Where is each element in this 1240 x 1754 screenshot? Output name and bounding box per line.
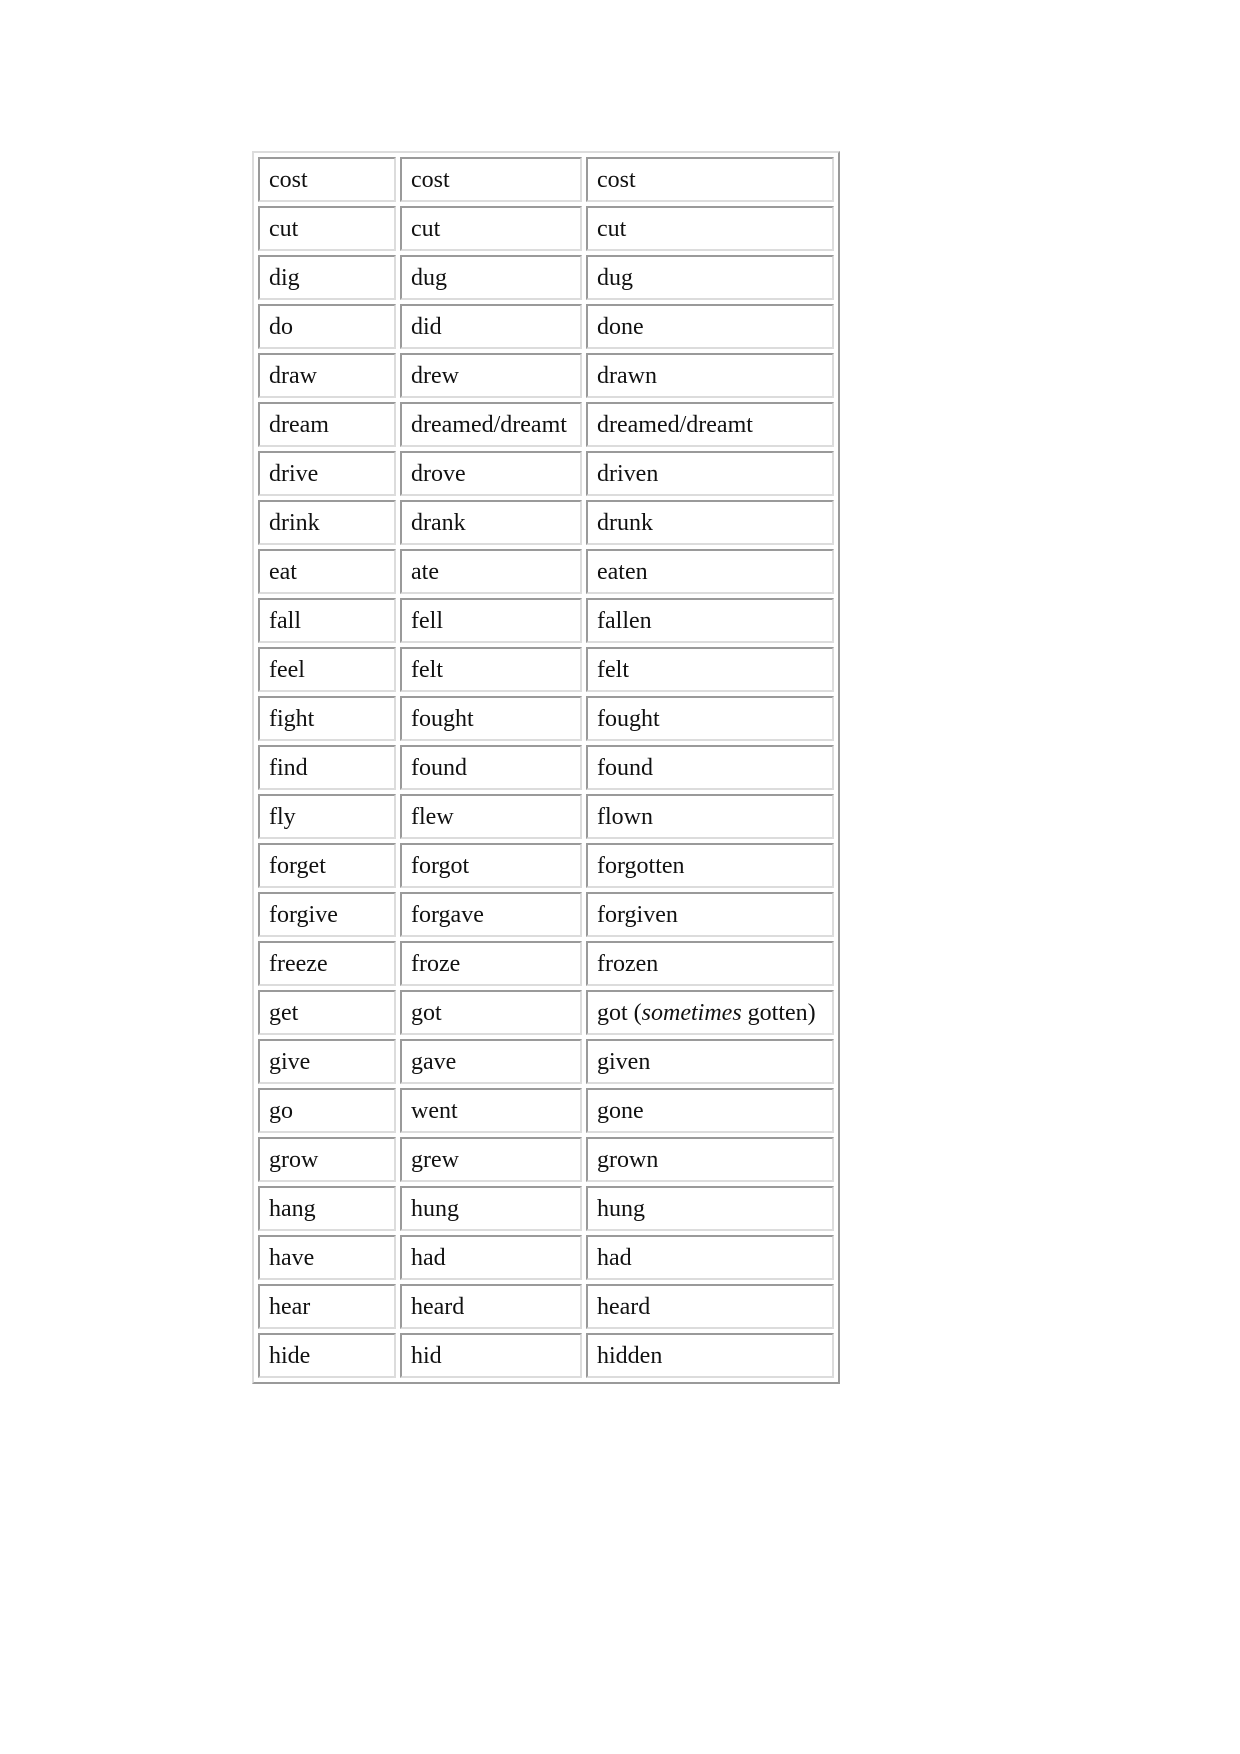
table-row: [258, 1039, 834, 1084]
past-simple-cell: drove: [400, 451, 582, 496]
past-participle-cell: frozen: [586, 941, 834, 986]
base-form-cell: eat: [258, 549, 396, 594]
past-simple-cell: cost: [400, 157, 582, 202]
past-simple-cell: dreamed/dreamt: [400, 402, 582, 447]
base-form-cell: hear: [258, 1284, 396, 1329]
table-row: [258, 941, 834, 986]
table-row: [258, 255, 834, 300]
past-participle-cell: forgiven: [586, 892, 834, 937]
table-row: [258, 696, 834, 741]
table-row: [258, 451, 834, 496]
base-form-cell: forget: [258, 843, 396, 888]
base-form-cell: hide: [258, 1333, 396, 1378]
past-simple-cell: got: [400, 990, 582, 1035]
base-form-cell: cost: [258, 157, 396, 202]
participle-italic-note: sometimes: [641, 999, 742, 1026]
base-form-cell: have: [258, 1235, 396, 1280]
base-form-cell: go: [258, 1088, 396, 1133]
past-simple-cell: gave: [400, 1039, 582, 1084]
base-form-cell: find: [258, 745, 396, 790]
past-participle-cell: done: [586, 304, 834, 349]
table-row: [258, 990, 834, 1035]
past-participle-cell: eaten: [586, 549, 834, 594]
past-simple-cell: felt: [400, 647, 582, 692]
base-form-cell: give: [258, 1039, 396, 1084]
participle-text-end: gotten): [741, 999, 816, 1026]
table-row: [258, 157, 834, 202]
base-form-cell: fight: [258, 696, 396, 741]
past-participle-cell: forgotten: [586, 843, 834, 888]
base-form-cell: dream: [258, 402, 396, 447]
base-form-cell: grow: [258, 1137, 396, 1182]
table-row: [258, 598, 834, 643]
past-simple-cell: fell: [400, 598, 582, 643]
past-participle-cell: hung: [586, 1186, 834, 1231]
past-simple-cell: drank: [400, 500, 582, 545]
base-form-cell: drive: [258, 451, 396, 496]
base-form-cell: get: [258, 990, 396, 1035]
past-participle-cell: [586, 990, 834, 1035]
past-simple-cell: drew: [400, 353, 582, 398]
base-form-cell: hang: [258, 1186, 396, 1231]
table-row: [258, 794, 834, 839]
base-form-cell: forgive: [258, 892, 396, 937]
base-form-cell: dig: [258, 255, 396, 300]
past-participle-cell: fought: [586, 696, 834, 741]
table-row: [258, 1333, 834, 1378]
past-simple-cell: froze: [400, 941, 582, 986]
past-simple-cell: forgave: [400, 892, 582, 937]
past-simple-cell: dug: [400, 255, 582, 300]
table-row: [258, 353, 834, 398]
past-participle-cell: cost: [586, 157, 834, 202]
table-row: [258, 843, 834, 888]
past-participle-cell: dug: [586, 255, 834, 300]
past-participle-cell: hidden: [586, 1333, 834, 1378]
past-simple-cell: hung: [400, 1186, 582, 1231]
table-row: [258, 304, 834, 349]
base-form-cell: fall: [258, 598, 396, 643]
past-participle-cell: drawn: [586, 353, 834, 398]
past-simple-cell: grew: [400, 1137, 582, 1182]
past-simple-cell: forgot: [400, 843, 582, 888]
past-simple-cell: ate: [400, 549, 582, 594]
past-participle-cell: found: [586, 745, 834, 790]
past-simple-cell: did: [400, 304, 582, 349]
past-simple-cell: fought: [400, 696, 582, 741]
base-form-cell: freeze: [258, 941, 396, 986]
past-participle-cell: had: [586, 1235, 834, 1280]
past-simple-cell: had: [400, 1235, 582, 1280]
past-simple-cell: heard: [400, 1284, 582, 1329]
past-simple-cell: found: [400, 745, 582, 790]
irregular-verbs-table: [252, 151, 840, 1384]
past-participle-cell: cut: [586, 206, 834, 251]
table-row: [258, 1235, 834, 1280]
base-form-cell: do: [258, 304, 396, 349]
base-form-cell: draw: [258, 353, 396, 398]
past-participle-cell: felt: [586, 647, 834, 692]
past-participle-cell: grown: [586, 1137, 834, 1182]
past-participle-cell: drunk: [586, 500, 834, 545]
participle-text-start: got (: [597, 999, 642, 1026]
table-row: [258, 1284, 834, 1329]
table-row: [258, 1137, 834, 1182]
table-row: [258, 892, 834, 937]
past-simple-cell: flew: [400, 794, 582, 839]
table-row: [258, 1186, 834, 1231]
base-form-cell: feel: [258, 647, 396, 692]
table-row: [258, 1088, 834, 1133]
past-participle-cell: driven: [586, 451, 834, 496]
table-row: [258, 402, 834, 447]
table-row: [258, 549, 834, 594]
table-row: [258, 745, 834, 790]
past-participle-cell: heard: [586, 1284, 834, 1329]
past-participle-cell: gone: [586, 1088, 834, 1133]
table-row: [258, 647, 834, 692]
base-form-cell: fly: [258, 794, 396, 839]
base-form-cell: drink: [258, 500, 396, 545]
past-simple-cell: went: [400, 1088, 582, 1133]
table-row: [258, 500, 834, 545]
base-form-cell: cut: [258, 206, 396, 251]
past-participle-cell: dreamed/dreamt: [586, 402, 834, 447]
past-simple-cell: cut: [400, 206, 582, 251]
past-participle-cell: fallen: [586, 598, 834, 643]
past-participle-cell: given: [586, 1039, 834, 1084]
past-simple-cell: hid: [400, 1333, 582, 1378]
table-row: [258, 206, 834, 251]
past-participle-cell: flown: [586, 794, 834, 839]
